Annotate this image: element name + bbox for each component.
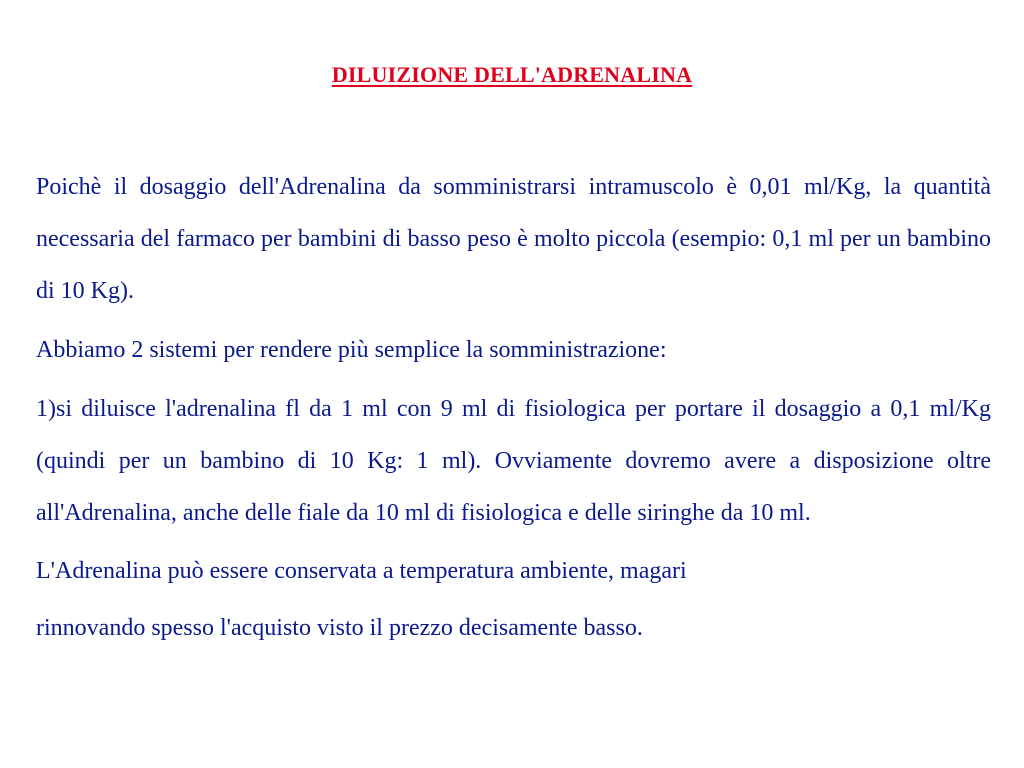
paragraph-dosage: Poichè il dosaggio dell'Adrenalina da somministrarsi intramuscolo è 0,01 ml/Kg, la quantità necessaria del farmaco per bambini di basso peso è molto piccola (esempio: 0,1 ml per un bambino di 10 Kg). [36, 174, 991, 304]
slide-body [36, 161, 991, 659]
paragraph-dilution-method: 1)si diluisce l'adrenalina fl da 1 ml con 9 ml di fisiologica per portare il dosaggio a 0,1 ml/Kg (quindi per un bambino di 10 Kg: 1 ml). Ovviamente dovremo avere a disposizione oltre all'Adrenalina, anche delle fiale da 10 ml di fisiologica e delle siringhe da 10 ml. [36, 396, 991, 526]
paragraph-storage-line-2: rinnovando spesso l'acquisto visto il prezzo decisamente basso. [36, 615, 643, 641]
paragraph-storage-line-1: L'Adrenalina può essere conservata a temperatura ambiente, magari [36, 558, 687, 584]
slide-title: DILUIZIONE DELL'ADRENALINA [331, 62, 693, 87]
paragraph-systems-intro: Abbiamo 2 sistemi per rendere più semplice la somministrazione: [36, 337, 667, 363]
